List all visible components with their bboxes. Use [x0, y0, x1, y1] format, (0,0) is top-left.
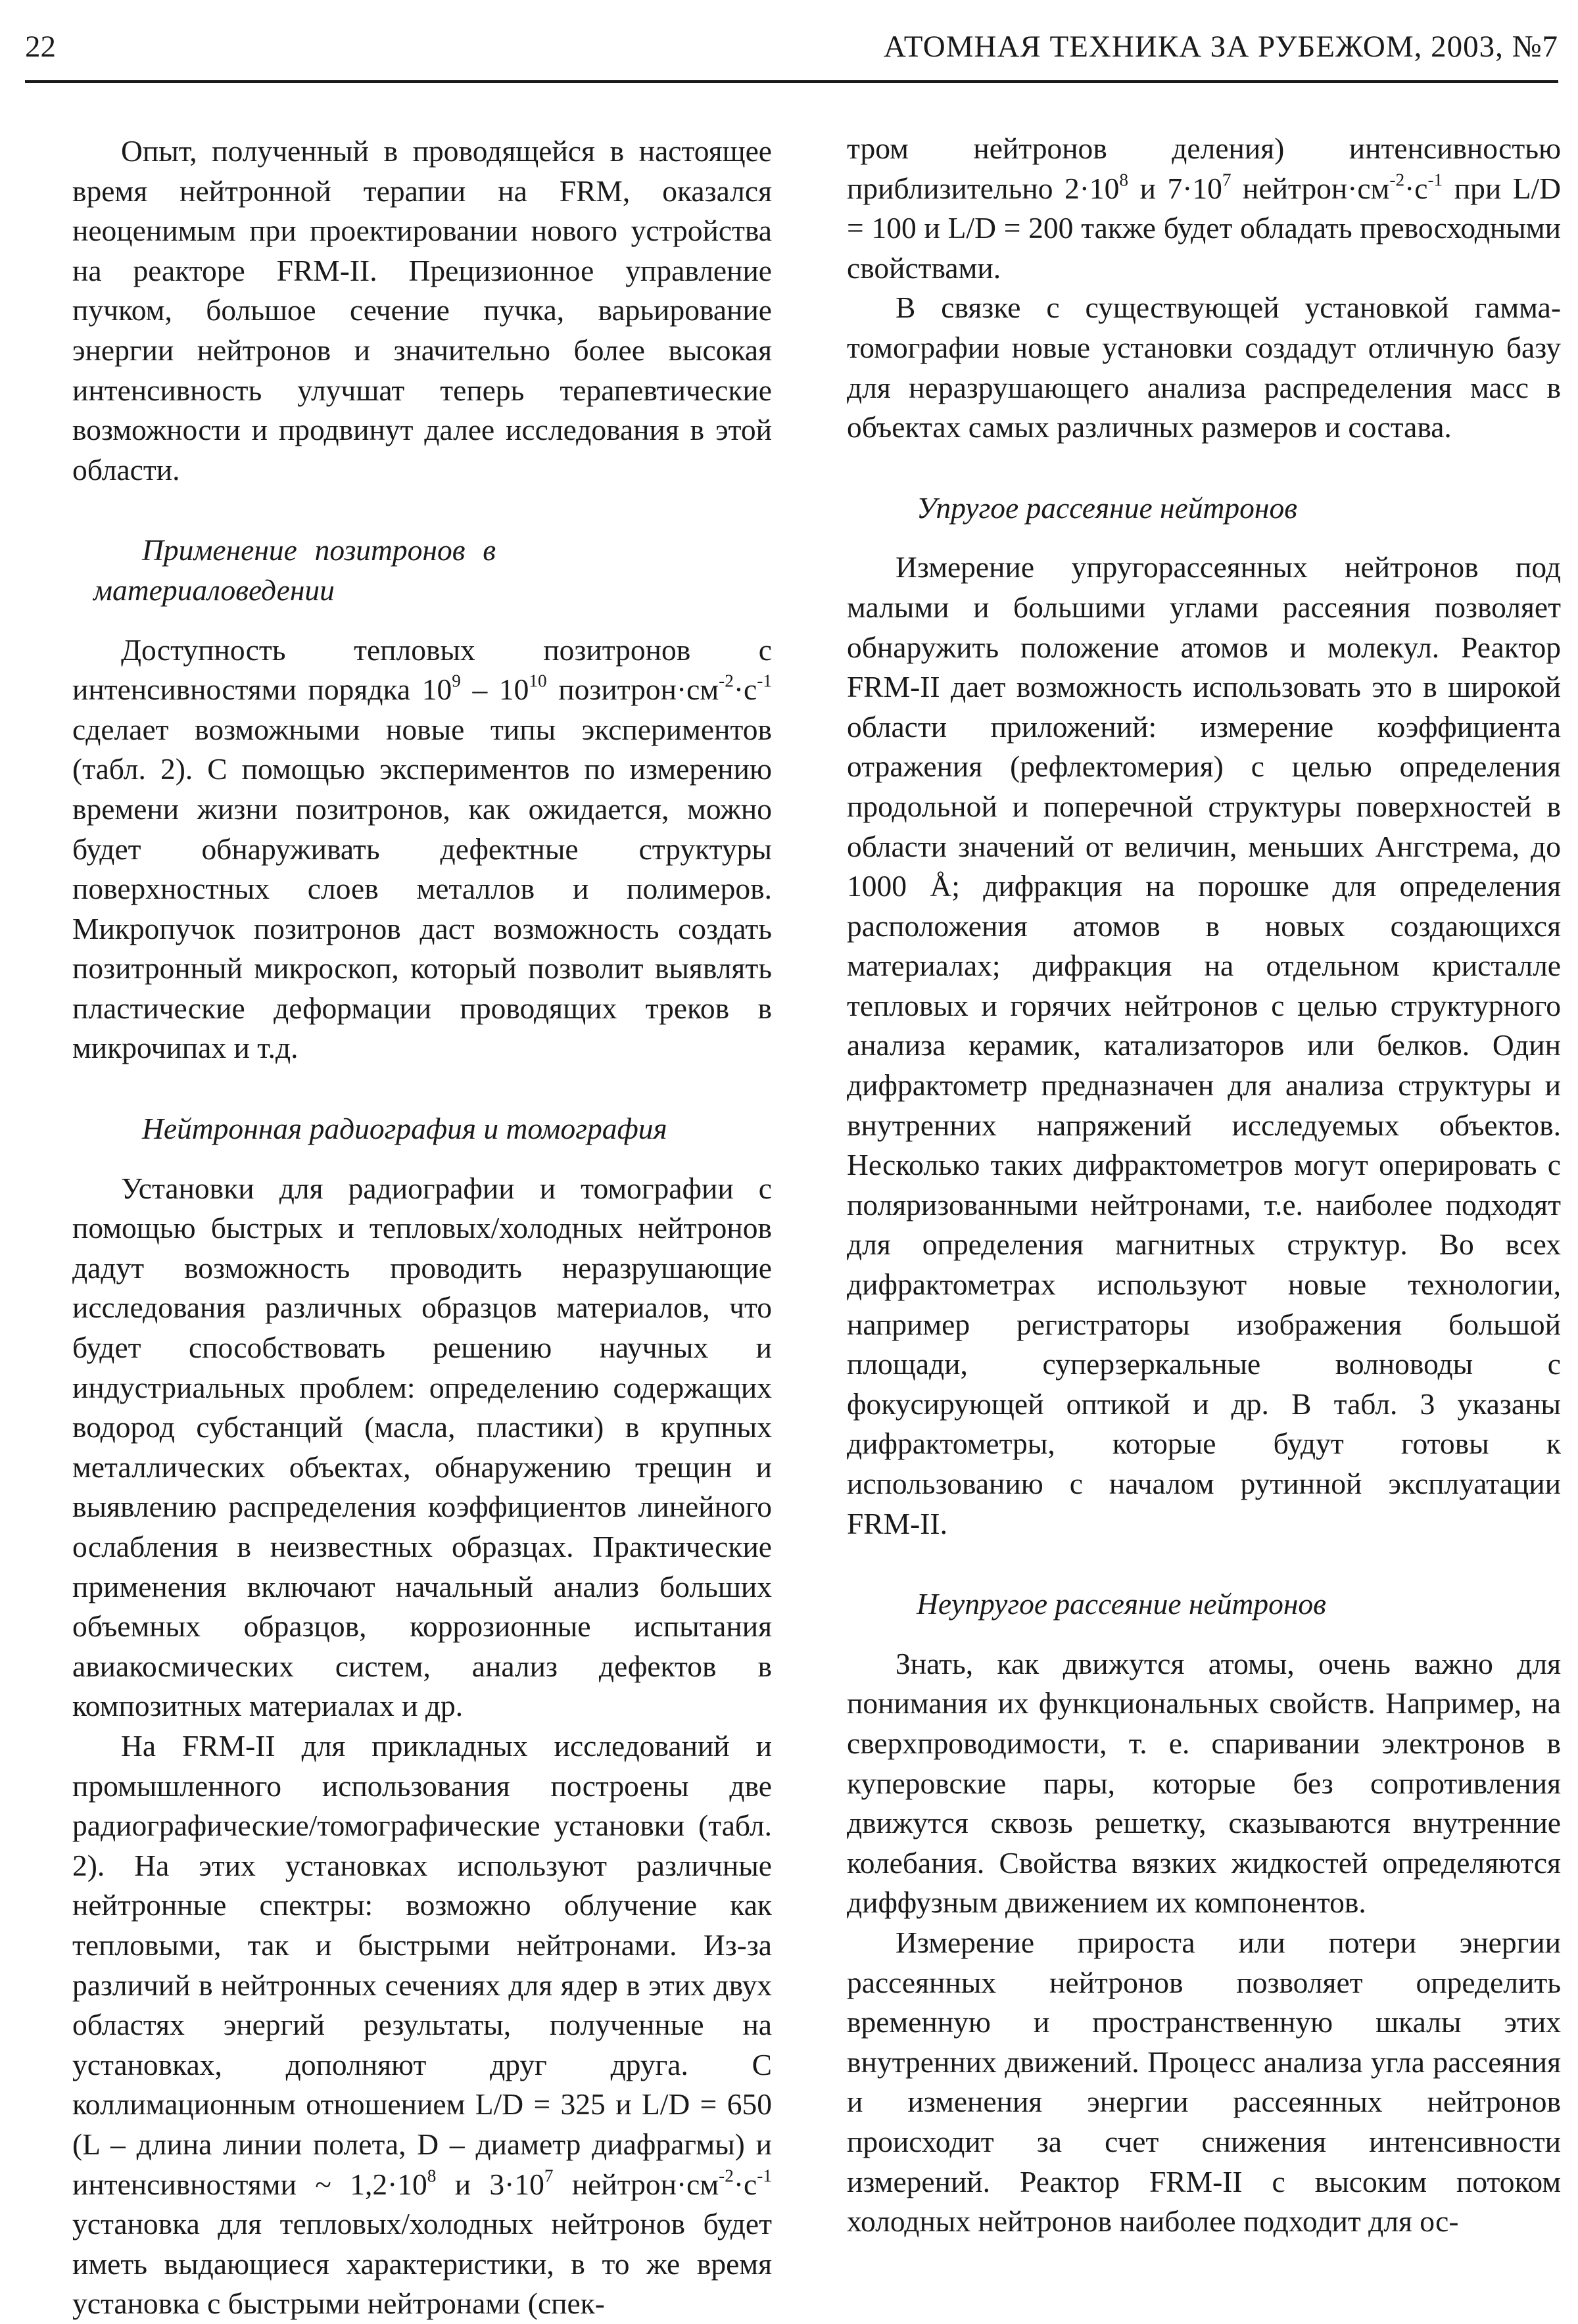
- journal-title: АТОМНАЯ ТЕХНИКА ЗА РУБЕЖОМ, 2003, №7: [883, 30, 1558, 64]
- section-heading-positrons: Применение позитронов в материаловедении: [93, 533, 496, 607]
- right-column: [847, 129, 1561, 2242]
- page-header: [25, 20, 1558, 83]
- left-column: [72, 131, 772, 2324]
- page-number: 22: [25, 30, 56, 64]
- section-heading-radiography: Нейтронная радиография и томография: [142, 1112, 667, 1146]
- paragraph-elastic-scattering: Измерение упругорассеянных нейтронов под малыми и большими углами рассеяния позволяет обнаружить положение атомов и молекул. Реактор FRM-II дает возможность использовать это в широкой области приложений: измерение коэффициента отражения (рефлектомерия) с целью определения продольной и поперечной структуры поверхностей в области значений от величин, меньших Ангстрема, до 1000 Å; дифракция на порошке для определения расположения атомов в новых создающихся материалах; дифракция на отдельном кристалле тепловых и горячих нейтронов с целью структурного анализа керамик, катализаторов или белков. Один дифрактометр предназначен для анализа структуры и внутренних напряжений исследуемых объектов. Несколько таких дифрактометров могут оперировать с поляризованными нейтронами, т.е. наиболее подходят для определения магнитных структур. Во всех дифрактометрах используют новые технологии, например регистраторы изображения большой площади, суперзеркальные волноводы с фокусирующей оптикой и др. В табл. 3 указаны дифрактометры, которые будут готовы к использованию с началом рутинной эксплуатации FRM-II.: [847, 550, 1561, 1540]
- paragraph-radiography: Установки для радиографии и томографии с помощью быстрых и тепловых/холодных нейтронов дадут возможность проводить неразрушающие исследования различных образцов материалов, что будет способствовать решению научных и индустриальных проблем: определению содержащих водород субстанций (масла, пластики) в крупных металлических объектах, обнаружению трещин и выявлению распределения коэффициентов линейного ослабления в неизвестных образцах. Практические применения включают начальный анализ больших объемных образцов, коррозионные испытания авиакосмических систем, анализ дефектов в композитных материалах и др.: [72, 1171, 772, 1723]
- section-heading-inelastic-scattering: Неупругое рассеяние нейтронов: [917, 1587, 1326, 1621]
- paragraph-neutron-therapy: Опыт, полученный в проводящейся в настоящее время нейтронной терапии на FRM, оказался неоценимым при проектировании нового устройства на реакторе FRM-II. Прецизионное управление пучком, большое сечение пучка, варьирование энергии нейтронов и значительно более высокая интенсивность улучшат теперь терапевтические возможности и продвинут далее исследования в этой области.: [72, 134, 772, 486]
- section-heading-elastic-scattering: Упругое рассеяние нейтронов: [917, 490, 1297, 525]
- paragraph-gamma-tomography: В связке с существующей установкой гамма-томографии новые установки создадут отличную базу для неразрушающего анализа распределения масс в объектах самых различных размеров и состава.: [847, 291, 1561, 444]
- paragraph-energy-measurement: Измерение прироста или потери энергии рассеянных нейтронов позволяет определить временную и пространственную шкалы этих внутренних движений. Процесс анализа угла рассеяния и изменения энергии рассеянных нейтронов происходит за счет снижения интенсивности измерений. Реактор FRM-II с высоким потоком холодных нейтронов наиболее подходит для ос-: [847, 1925, 1561, 2239]
- paragraph-frm2-installations: На FRM-II для прикладных исследований и промышленного использования построены две радиографические/томографические установки (табл. 2). На этих установках используют различные нейтронные спектры: возможно облучение как тепловыми, так и быстрыми нейтронами. Из-за различий в нейтронных сечениях для ядер в этих двух областях энергий результаты, полученные на установках, дополняют друг друга. С коллимационным отношением L/D = 325 и L/D = 650 (L – длина линии полета, D – диаметр диафрагмы) и интенсивностями ~ $1,2\cdot 10^8$ и $3\cdot 10^7$ $нейтрон\cdot см^{-2}\cdot с^{-1}$ установка для тепловых/холодных нейтронов будет иметь выдающиеся характеристики, в то же время установка с быстрыми нейтронами (спек-: [72, 1728, 772, 2321]
- paragraph-fission-spectrum: тром нейтронов деления) интенсивностью приблизительно $2\cdot 10^8$ и $7\cdot 10^7$ $нейтрон\cdot см^{-2}\cdot с^{-1}$ при L/D = 100 и L/D = 200 также будет обладать превосходными свойствами.: [847, 131, 1561, 285]
- paragraph-atom-motion: Знать, как движутся атомы, очень важно для понимания их функциональных свойств. Например, на сверхпроводимости, т. е. спаривании электронов в куперовские пары, которые без сопротивления движутся сквозь решетку, сказываются внутренние колебания. Свойства вязких жидкостей определяются диффузным движением их компонентов.: [847, 1646, 1561, 1920]
- paragraph-positrons: Доступность тепловых позитронов с интенсивностями порядка $10^9 - 10^{10}$ $позитрон\cdot см^{-2}\cdot с^{-1}$ сделает возможными новые типы экспериментов (табл. 2). С помощью экспериментов по измерению времени жизни позитронов, как ожидается, можно будет обнаруживать дефектные структуры поверхностных слоев металлов и полимеров. Микропучок позитронов даст возможность создать позитронный микроскоп, который позволит выявлять пластические деформации проводящих треков в микрочипах и т.д.: [72, 632, 773, 1065]
